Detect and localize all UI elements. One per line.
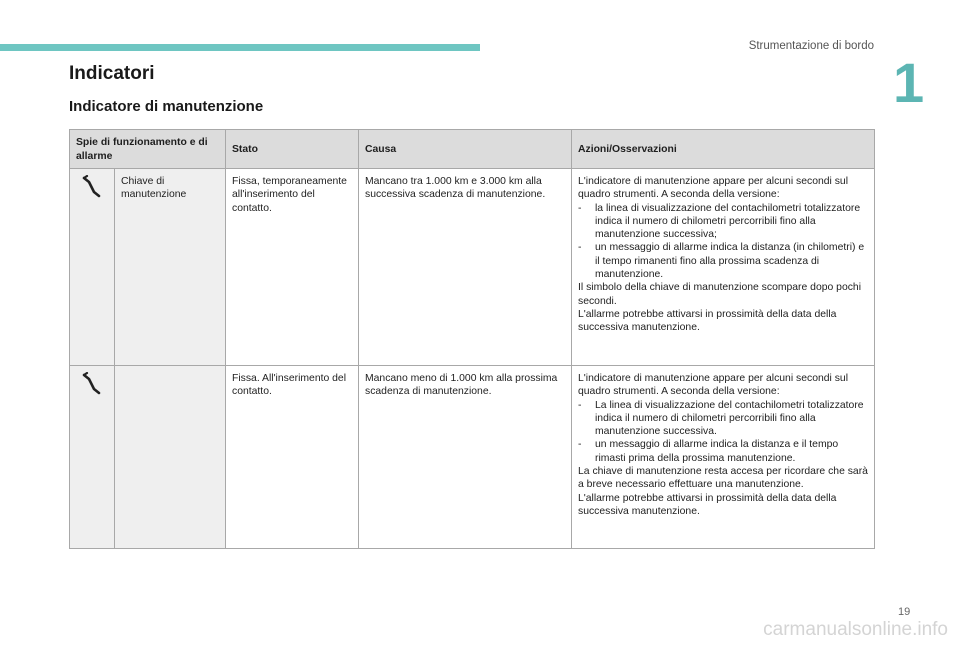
table-header-row [70,130,875,169]
wrench-icon [81,372,103,396]
list-item: - un messaggio di allarme indica la distanza e il tempo rimasti prima della prossima manutenzione. [578,439,839,464]
maintenance-table [69,129,875,549]
causa-cell: Mancano meno di 1.000 km alla prossima scadenza di manutenzione. [359,366,572,549]
indicator-name [115,366,226,549]
page-number: 19 [898,606,911,618]
wrench-icon [81,175,103,199]
azioni-cell [572,169,875,366]
section-header: Strumentazione di bordo [748,40,874,52]
causa-cell: Mancano tra 1.000 km e 3.000 km alla successiva scadenza di manutenzione. [359,169,572,366]
azioni-note: L'allarme potrebbe attivarsi in prossimità della data della successiva manutenzione. [578,308,837,334]
azioni-intro: L'indicatore di manutenzione appare per alcuni secondi sul quadro strumenti. A seconda della versione: [578,176,849,201]
list-item: - un messaggio di allarme indica la distanza (in chilometri) e il tempo rimanenti fino alla prossima scadenza di manutenzione. [578,242,865,281]
header-stato: Stato [226,130,359,169]
header-causa: Causa [359,130,572,169]
icon-cell [70,366,115,549]
header-azioni: Azioni/Osservazioni [572,130,875,169]
header-spie: Spie di funzionamento e di allarme [70,130,226,169]
list-item: - La linea di visualizzazione del contachilometri totalizzatore indica il numero di chilometri percorribili fino alla manutenzione successiva. [578,399,864,438]
azioni-note: Il simbolo della chiave di manutenzione scompare dopo pochi secondi. [578,282,862,307]
stato-cell: Fissa, temporaneamente all'inserimento del contatto. [226,169,359,366]
watermark: carmanualsonline.info [763,619,948,640]
stato-cell: Fissa. All'inserimento del contatto. [226,366,359,549]
table-row [70,169,875,366]
azioni-cell [572,366,875,549]
azioni-intro: L'indicatore di manutenzione appare per alcuni secondi sul quadro strumenti. A seconda della versione: [578,373,849,398]
azioni-note: L'allarme potrebbe attivarsi in prossimità della data della successiva manutenzione. [578,492,837,517]
icon-cell [70,169,115,366]
table-row [70,366,875,549]
page-title: Indicatori [69,63,155,84]
page-subtitle: Indicatore di manutenzione [69,98,264,115]
top-accent-bar [0,44,480,51]
list-item: - la linea di visualizzazione del contachilometri totalizzatore indica il numero di chilometri percorribili fino alla manutenzione successiva; [578,202,861,241]
indicator-name: Chiave di manutenzione [115,169,226,366]
chapter-number: 1 [893,51,925,114]
azioni-note: La chiave di manutenzione resta accesa per ricordare che sarà a breve necessario effettuare una manutenzione. [578,466,868,491]
